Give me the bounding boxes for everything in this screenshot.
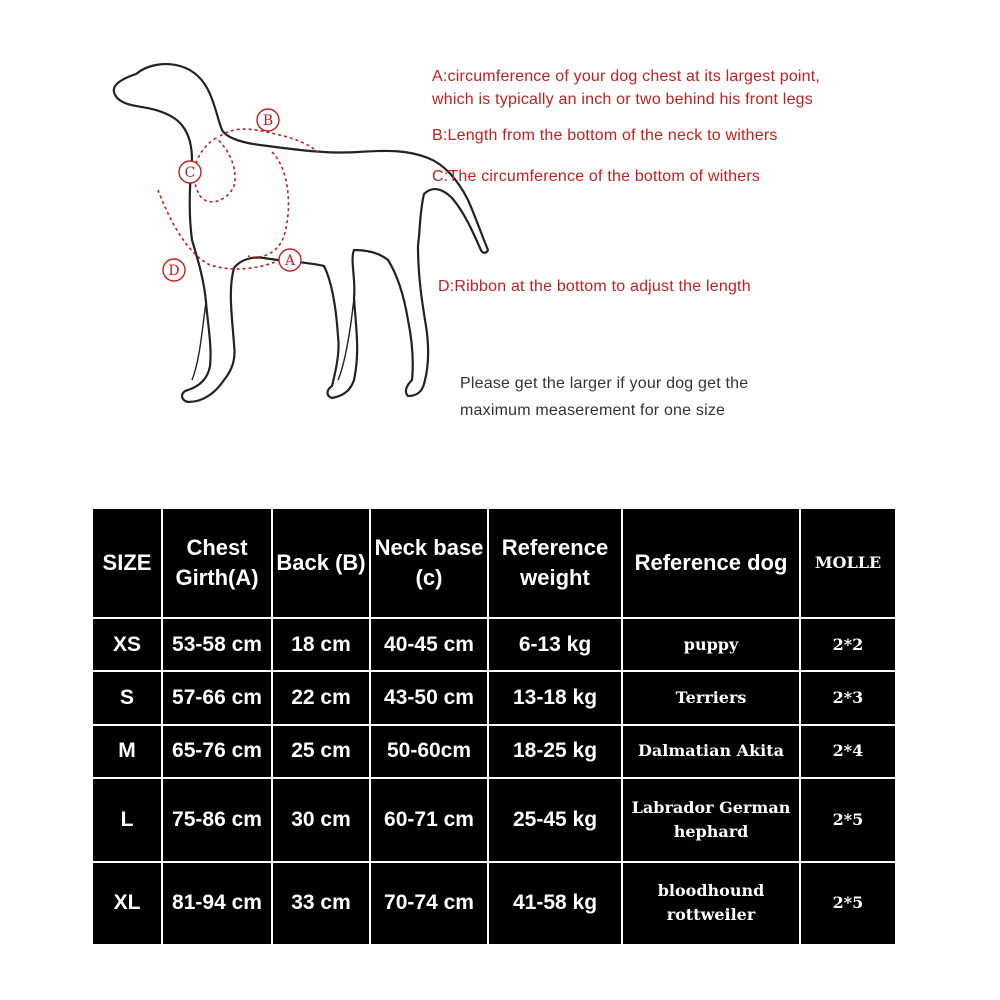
cell-reference-weight: 6-13 kg [488,618,622,671]
cell-chest-girth: 75-86 cm [162,778,272,861]
cell-neck-base: 70-74 cm [370,862,488,945]
cell-reference-dog: puppy [622,618,800,671]
cell-reference-weight: 41-58 kg [488,862,622,945]
cell-neck-base: 43-50 cm [370,671,488,724]
table-row [92,778,896,861]
note-a-line1: A:circumference of your dog chest at its largest point, [432,68,821,85]
note-c: C:The circumference of the bottom of withers [432,168,761,185]
cell-chest-girth: 81-94 cm [162,862,272,945]
marker-a [279,249,301,271]
marker-c [179,161,201,183]
cell-reference-weight: 13-18 kg [488,671,622,724]
marker-d [163,259,185,281]
measurement-diagram [88,40,828,500]
table-row [92,671,896,724]
cell-chest-girth: 65-76 cm [162,725,272,778]
header-molle: MOLLE [800,508,896,618]
cell-reference-weight: 18-25 kg [488,725,622,778]
header-size: SIZE [92,508,162,618]
header-reference-weight: Reference weight [488,508,622,618]
header-back: Back (B) [272,508,370,618]
cell-reference-dog: Dalmatian Akita [622,725,800,778]
note-d: D:Ribbon at the bottom to adjust the length [438,278,751,295]
cell-chest-girth: 57-66 cm [162,671,272,724]
cell-back: 25 cm [272,725,370,778]
cell-back: 18 cm [272,618,370,671]
cell-neck-base: 50-60cm [370,725,488,778]
svg-text:A: A [284,253,296,269]
table-row [92,618,896,671]
cell-reference-weight: 25-45 kg [488,778,622,861]
note-a-line2: which is typically an inch or two behind his front legs [432,91,813,108]
cell-size: L [92,778,162,861]
cell-reference-dog: bloodhound rottweiler [622,862,800,945]
table-row [92,862,896,945]
cell-back: 22 cm [272,671,370,724]
cell-reference-dog: Labrador German hephard [622,778,800,861]
table-row [92,725,896,778]
svg-text:C: C [184,165,196,181]
svg-text:B: B [262,113,274,129]
cell-chest-girth: 53-58 cm [162,618,272,671]
marker-a-guide [248,152,288,257]
cell-size: XS [92,618,162,671]
dog-outline-detail [192,298,354,380]
cell-molle: 2*5 [800,778,896,861]
advice-line1: Please get the larger if your dog get the [460,375,749,392]
note-b: B:Length from the bottom of the neck to withers [432,127,778,144]
cell-molle: 2*4 [800,725,896,778]
cell-reference-dog: Terriers [622,671,800,724]
svg-text:D: D [168,263,180,279]
cell-neck-base: 40-45 cm [370,618,488,671]
cell-size: M [92,725,162,778]
header-chest-girth: Chest Girth(A) [162,508,272,618]
marker-b [257,109,279,131]
cell-neck-base: 60-71 cm [370,778,488,861]
header-row [92,508,896,618]
cell-molle: 2*5 [800,862,896,945]
dog-outline-illustration [88,40,828,500]
cell-back: 33 cm [272,862,370,945]
header-reference-dog: Reference dog [622,508,800,618]
dog-outline [114,64,488,402]
cell-molle: 2*3 [800,671,896,724]
advice-line2: maximum measerement for one size [460,402,726,419]
cell-molle: 2*2 [800,618,896,671]
size-chart-table [91,507,897,946]
cell-back: 30 cm [272,778,370,861]
marker-b-guide [220,129,318,152]
cell-size: S [92,671,162,724]
cell-size: XL [92,862,162,945]
header-neck-base: Neck base (c) [370,508,488,618]
